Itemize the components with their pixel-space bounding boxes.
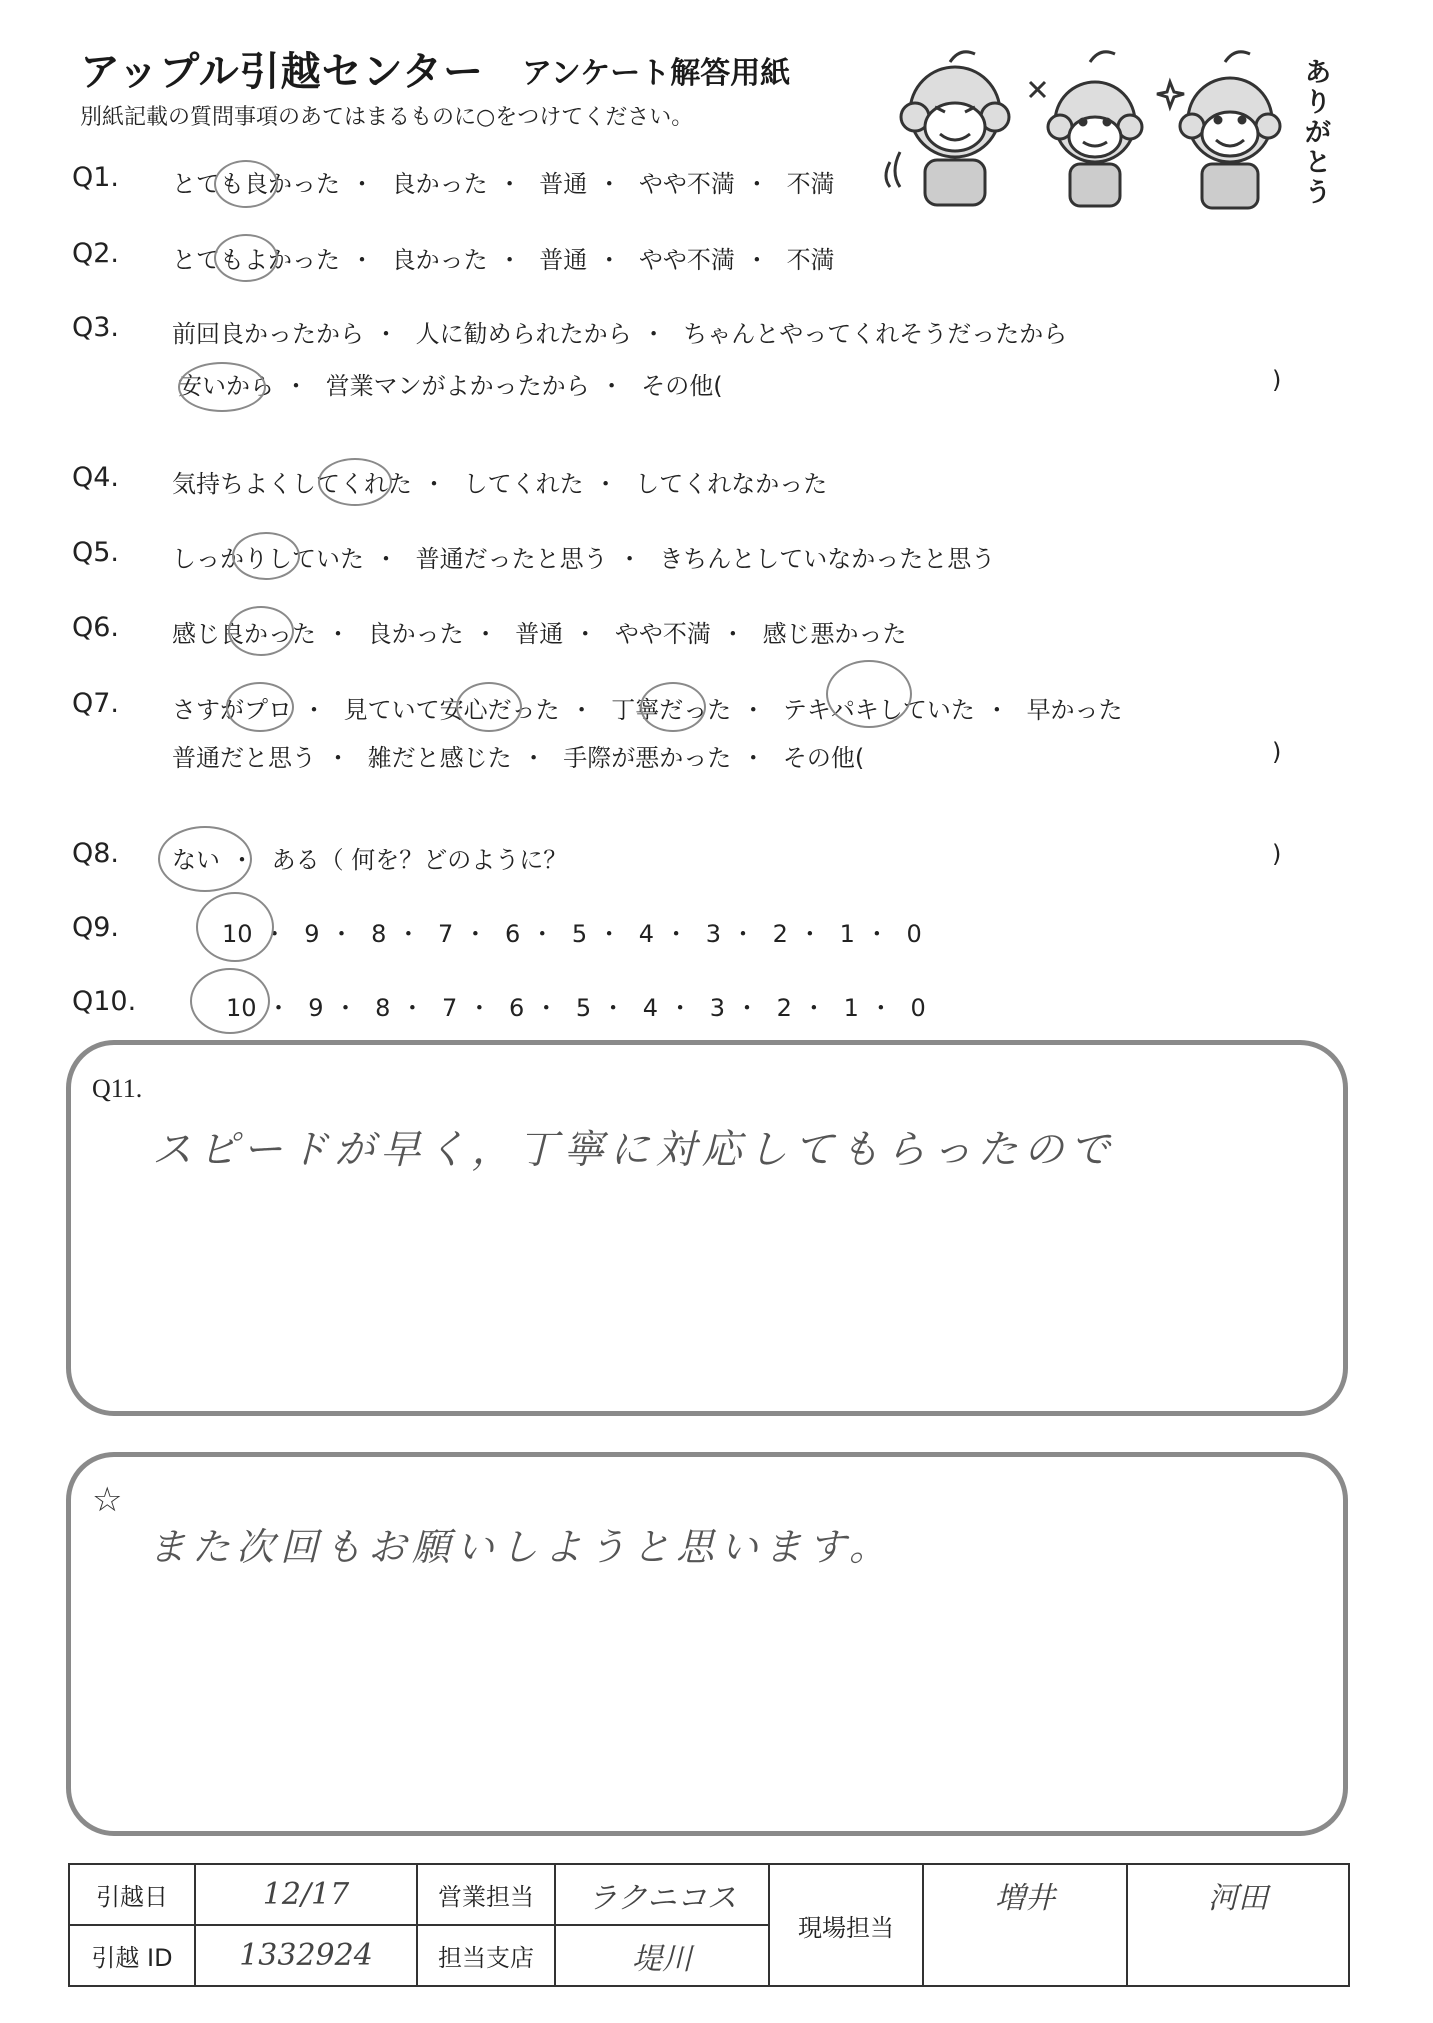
q6-option[interactable]: 感じ良かった: [172, 620, 316, 648]
q7-option[interactable]: テキパキしていた: [782, 696, 975, 724]
sales-value[interactable]: ラクニコス: [555, 1864, 769, 1925]
q8-selection-circle: [158, 826, 252, 892]
q7-option[interactable]: 早かった: [1026, 696, 1123, 724]
q9-score[interactable]: 8: [371, 920, 387, 948]
q2-selection-circle: [214, 234, 278, 282]
q1-option[interactable]: やや不満: [638, 170, 735, 198]
thank-you-badge: ありがとう: [1305, 58, 1332, 208]
q1-label: Q1.: [72, 162, 120, 193]
q2-label: Q2.: [72, 238, 120, 269]
q10-selection-circle: [190, 968, 270, 1034]
q9-selection-circle: [196, 892, 274, 962]
q6-selection-circle: [228, 606, 294, 656]
q10-score[interactable]: 2: [776, 994, 792, 1022]
q7-option[interactable]: 手際が悪かった: [563, 744, 732, 772]
branch-label: 担当支店: [417, 1925, 555, 1986]
q3-option[interactable]: 人に勧められたから: [415, 320, 632, 348]
site-value-2[interactable]: 河田: [1127, 1864, 1349, 1986]
q9-score[interactable]: 0: [906, 920, 922, 948]
q7-selection-circle: [226, 682, 294, 732]
q3-options-row2: 安いから ・ 営業マンがよかったから ・ その他(: [178, 372, 723, 400]
q3-other-close: ): [1272, 366, 1282, 394]
q7-option[interactable]: 普通だと思う: [172, 744, 316, 772]
q3-selection-circle: [178, 362, 266, 412]
move-date-label: 引越日: [69, 1864, 195, 1925]
q7-options-row2: 普通だと思う ・ 雑だと感じた ・ 手際が悪かった ・ その他(: [172, 744, 865, 772]
q6-options: 感じ良かった ・ 良かった ・ 普通 ・ やや不満 ・ 感じ悪かった: [172, 620, 907, 648]
q5-option[interactable]: きちんとしていなかったと思う: [659, 545, 996, 573]
q10-scale: 10 ・ 9 ・ 8 ・ 7 ・ 6 ・ 5 ・ 4 ・ 3 ・ 2 ・ 1 ・ 0: [226, 994, 926, 1022]
q2-option[interactable]: 普通: [539, 246, 588, 274]
q7-option[interactable]: 見ていて安心だった: [343, 696, 560, 724]
q2-option[interactable]: やや不満: [638, 246, 735, 274]
q9-score[interactable]: 6: [504, 920, 521, 948]
comment-box[interactable]: [66, 1452, 1348, 1836]
q5-selection-circle: [232, 532, 300, 580]
sales-label: 営業担当: [417, 1864, 555, 1925]
q3-option-other[interactable]: その他(: [641, 372, 723, 400]
site-value-1[interactable]: 増井: [923, 1864, 1127, 1986]
q7-other-close: ): [1272, 738, 1282, 766]
q7-label: Q7.: [72, 688, 120, 719]
q10-score[interactable]: 8: [375, 994, 391, 1022]
q8-label: Q8.: [72, 838, 120, 869]
q8-option[interactable]: ない: [172, 846, 220, 874]
q1-option[interactable]: とても良かった: [172, 170, 340, 198]
q3-option[interactable]: 安いから: [178, 372, 274, 400]
q5-option[interactable]: しっかりしていた: [172, 545, 364, 573]
instructions: 別紙記載の質問事項のあてはまるものに○をつけてください。: [80, 105, 694, 130]
q7-selection-circle: [826, 660, 912, 728]
q7-option[interactable]: 丁寧だった: [611, 696, 732, 724]
q9-score[interactable]: 9: [304, 920, 320, 948]
branch-value[interactable]: 堤川: [555, 1925, 769, 1986]
q8-options: ない ・ ある（ 何を？どのように？: [172, 846, 568, 874]
q3-option[interactable]: ちゃんとやってくれそうだったから: [683, 320, 1068, 348]
staff-info-table: [68, 1863, 1350, 1987]
q10-score[interactable]: 9: [308, 994, 324, 1022]
q9-score[interactable]: 7: [438, 920, 454, 948]
move-date-value[interactable]: 12/17: [195, 1864, 417, 1925]
q3-label: Q3.: [72, 312, 120, 343]
q10-score[interactable]: 7: [442, 994, 458, 1022]
q1-selection-circle: [214, 160, 278, 208]
q5-label: Q5.: [72, 537, 120, 568]
comment-handwritten-answer[interactable]: また次回もお願いしようと思います。: [148, 1525, 893, 1569]
q6-label: Q6.: [72, 612, 120, 643]
q4-selection-circle: [318, 458, 392, 506]
q4-option[interactable]: してくれた: [463, 470, 584, 498]
q5-option[interactable]: 普通だったと思う: [415, 545, 608, 573]
q10-score[interactable]: 5: [575, 994, 592, 1022]
q3-option[interactable]: 前回良かったから: [172, 320, 364, 348]
q11-handwritten-answer[interactable]: スピードが早く，丁寧に対応してもらったので: [152, 1127, 1116, 1173]
monkey-mascots-illustration: [880, 42, 1320, 222]
form-title: アップル引越センター: [80, 49, 484, 95]
star-icon: ☆: [92, 1480, 123, 1520]
q1-option[interactable]: 不満: [786, 170, 835, 198]
q1-options: とても良かった ・ 良かった ・ 普通 ・ やや不満 ・ 不満: [172, 170, 835, 198]
q10-score[interactable]: 6: [508, 994, 525, 1022]
q4-options: 気持ちよくしてくれた ・ してくれた ・ してくれなかった: [172, 470, 828, 498]
form-subtitle: アンケート解答用紙: [522, 56, 791, 91]
q1-option[interactable]: 普通: [539, 170, 588, 198]
q1-option[interactable]: 良かった: [391, 170, 488, 198]
q9-score[interactable]: 2: [772, 920, 788, 948]
q2-option[interactable]: 不満: [786, 246, 835, 274]
q2-options: とてもよかった ・ 良かった ・ 普通 ・ やや不満 ・ 不満: [172, 246, 835, 274]
q10-score[interactable]: 10: [226, 994, 257, 1022]
q6-option[interactable]: 良かった: [367, 620, 464, 648]
q9-score[interactable]: 5: [571, 920, 588, 948]
move-id-label: 引越 ID: [69, 1925, 195, 1986]
q9-score[interactable]: 10: [222, 920, 253, 948]
q2-option[interactable]: 良かった: [391, 246, 488, 274]
q6-option[interactable]: 感じ悪かった: [762, 620, 907, 648]
q7-options: さすがプロ ・ 見ていて安心だった ・ 丁寧だった ・ テキパキしていた ・ 早かった: [172, 696, 1123, 724]
q7-option[interactable]: さすがプロ: [172, 696, 292, 724]
q10-score[interactable]: 1: [843, 994, 859, 1022]
q5-options: しっかりしていた ・ 普通だったと思う ・ きちんとしていなかったと思う: [172, 545, 996, 573]
q10-score[interactable]: 4: [642, 994, 659, 1022]
q6-option[interactable]: やや不満: [614, 620, 711, 648]
q7-selection-circle: [640, 682, 706, 732]
q7-selection-circle: [456, 682, 522, 732]
q11-answer-box[interactable]: [66, 1040, 1348, 1416]
q9-score[interactable]: 4: [638, 920, 655, 948]
q4-label: Q4.: [72, 462, 120, 493]
q10-score[interactable]: 0: [910, 994, 926, 1022]
q8-other-close: ): [1272, 840, 1282, 868]
site-label: 現場担当: [769, 1864, 923, 1986]
q9-score[interactable]: 1: [839, 920, 855, 948]
q4-option[interactable]: してくれなかった: [635, 470, 828, 498]
q2-option[interactable]: とてもよかった: [172, 246, 340, 274]
q9-score[interactable]: 3: [705, 920, 721, 948]
q7-option[interactable]: 雑だと感じた: [367, 744, 512, 772]
q10-score[interactable]: 3: [709, 994, 725, 1022]
q8-option-other[interactable]: ある（ 何を？どのように？: [271, 846, 568, 874]
q9-label: Q9.: [72, 912, 120, 943]
q4-option[interactable]: 気持ちよくしてくれた: [172, 470, 412, 498]
q6-option[interactable]: 普通: [515, 620, 564, 648]
q3-option[interactable]: 営業マンがよかったから: [325, 372, 590, 400]
q3-options: 前回良かったから ・ 人に勧められたから ・ ちゃんとやってくれそうだったから: [172, 320, 1068, 348]
move-id-value[interactable]: 1332924: [195, 1925, 417, 1986]
q11-label: Q11.: [92, 1074, 143, 1103]
q9-scale: 10 ・ 9 ・ 8 ・ 7 ・ 6 ・ 5 ・ 4 ・ 3 ・ 2 ・ 1 ・ 0: [222, 920, 922, 948]
q7-option-other[interactable]: その他(: [782, 744, 865, 772]
q10-label: Q10.: [72, 986, 137, 1017]
